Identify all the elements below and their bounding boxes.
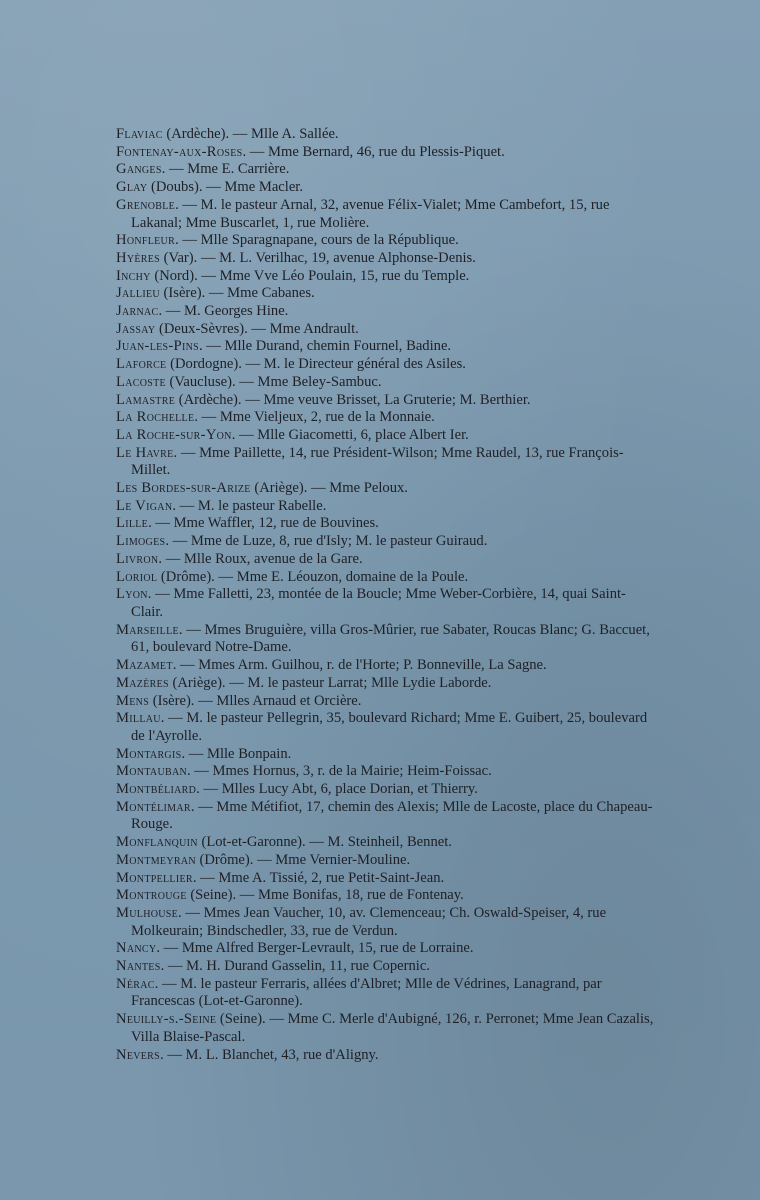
address-list — [116, 126, 656, 1064]
entry-details: . — M. Georges Hine. — [158, 303, 289, 320]
place-name: Ganges — [116, 161, 162, 178]
list-item — [116, 710, 656, 745]
entry-details: . — M. le pasteur Rabelle. — [172, 497, 327, 514]
place-name: Les Bordes-sur-Arize — [116, 480, 251, 497]
place-name: Lacoste — [116, 373, 166, 390]
list-item — [116, 551, 656, 569]
entry-details: (Seine). — Mme Bonifas, 18, rue de Fontenay. — [186, 887, 464, 904]
list-item — [116, 622, 656, 657]
entry-details: . — Mme Alfred Berger-Levrault, 15, rue de Lorraine. — [156, 940, 474, 957]
entry-details: (Ariège). — Mme Peloux. — [250, 480, 408, 497]
place-name: La Roche-sur-Yon — [116, 426, 232, 443]
entry-details: . — Mme E. Carrière. — [161, 161, 290, 178]
list-item — [116, 427, 656, 445]
entry-details: . — Mme A. Tissié, 2, rue Petit-Saint-Jean. — [192, 869, 445, 886]
list-item — [116, 161, 656, 179]
place-name: Montargis — [116, 745, 182, 762]
list-item — [116, 179, 656, 197]
list-item — [116, 586, 656, 621]
place-name: Jarnac — [116, 303, 159, 320]
place-name: Lamastre — [116, 391, 176, 408]
entry-details: (Lot-et-Garonne). — M. Steinheil, Bennet. — [197, 834, 452, 851]
list-item — [116, 250, 656, 268]
entry-details: (Var). — M. L. Verilhac, 19, avenue Alphonse-Denis. — [160, 249, 476, 266]
entry-details: (Ariège). — M. le pasteur Larrat; Mlle Lydie Laborde. — [168, 674, 492, 691]
place-name: Le Havre — [116, 444, 174, 461]
list-item — [116, 852, 656, 870]
list-item — [116, 126, 656, 144]
place-name: Livron — [116, 550, 159, 567]
list-item — [116, 569, 656, 587]
entry-details: . — Mme de Luze, 8, rue d'Isly; M. le pasteur Guiraud. — [165, 533, 488, 550]
entry-details: (Ardèche). — Mme veuve Brisset, La Gruterie; M. Berthier. — [175, 391, 531, 408]
entry-details: . — Mmes Hornus, 3, r. de la Mairie; Heim-Foissac. — [186, 763, 492, 780]
entry-details: . — Mlle Sparagnapane, cours de la République. — [175, 232, 459, 249]
place-name: Grenoble — [116, 196, 176, 213]
list-item — [116, 374, 656, 392]
list-item — [116, 763, 656, 781]
list-item — [116, 905, 656, 940]
list-item — [116, 976, 656, 1011]
entry-details: . — M. L. Blanchet, 43, rue d'Aligny. — [160, 1046, 379, 1063]
place-name: Hyères — [116, 249, 161, 266]
place-name: Montélimar — [116, 798, 191, 815]
place-name: Montrouge — [116, 887, 187, 904]
entry-details: . — Mmes Jean Vaucher, 10, av. Clemenceau; Ch. Oswald-Speiser, 4, rue Molkeurain; Bindschedler, 33, rue de Verdun. — [131, 904, 607, 939]
list-item — [116, 480, 656, 498]
place-name: Mens — [116, 692, 150, 709]
list-item — [116, 303, 656, 321]
place-name: Montauban — [116, 763, 187, 780]
list-item — [116, 746, 656, 764]
place-name: Honfleur — [116, 232, 176, 249]
place-name: Jassay — [116, 320, 156, 337]
entry-details: . — Mmes Bruguière, villa Gros-Mûrier, rue Sabater, Roucas Blanc; G. Baccuet, 61, boulevard Notre-Dame. — [131, 621, 650, 656]
entry-details: . — Mmes Arm. Guilhou, r. de l'Horte; P. Bonneville, La Sagne. — [172, 657, 547, 674]
place-name: Neuilly-s.-Seine — [116, 1011, 217, 1028]
entry-details: (Vaucluse). — Mme Beley-Sambuc. — [165, 373, 382, 390]
entry-details: . — Mme Vieljeux, 2, rue de la Monnaie. — [194, 409, 435, 426]
place-name: Loriol — [116, 568, 158, 585]
place-name: Lille — [116, 515, 149, 532]
list-item — [116, 657, 656, 675]
place-name: Laforce — [116, 356, 167, 373]
place-name: Glay — [116, 179, 148, 196]
entry-details: . — Mme Waffler, 12, rue de Bouvines. — [148, 515, 379, 532]
place-name: Nantes — [116, 958, 161, 975]
place-name: Flaviac — [116, 126, 163, 142]
place-name: La Rochelle — [116, 409, 195, 426]
place-name: Mulhouse — [116, 904, 179, 921]
entry-details: (Isère). — Mme Cabanes. — [159, 285, 315, 302]
list-item — [116, 1047, 656, 1065]
list-item — [116, 338, 656, 356]
entry-details: . — Mlles Lucy Abt, 6, place Dorian, et Thierry. — [196, 781, 478, 798]
place-name: Mazamet — [116, 657, 173, 674]
entry-details: (Drôme). — Mme E. Léouzon, domaine de la Poule. — [157, 568, 469, 585]
list-item — [116, 675, 656, 693]
list-item — [116, 533, 656, 551]
entry-details: . — M. H. Durand Gasselin, 11, rue Copernic. — [160, 958, 430, 975]
entry-details: . — Mlle Giacometti, 6, place Albert Ier. — [231, 426, 469, 443]
entry-details: (Doubs). — Mme Macler. — [147, 179, 304, 196]
entry-details: . — Mme Paillette, 14, rue Président-Wilson; Mme Raudel, 13, rue François-Millet. — [131, 444, 624, 479]
list-item — [116, 515, 656, 533]
entry-details: (Isère). — Mlles Arnaud et Orcière. — [149, 692, 362, 709]
place-name: Nérac — [116, 975, 155, 992]
place-name: Monflanquin — [116, 834, 198, 851]
place-name: Juan-les-Pins — [116, 338, 199, 355]
place-name: Marseille — [116, 621, 179, 638]
list-item — [116, 321, 656, 339]
entry-details: . — Mme Bernard, 46, rue du Plessis-Piquet. — [242, 143, 505, 160]
list-item — [116, 392, 656, 410]
list-item — [116, 887, 656, 905]
list-item — [116, 445, 656, 480]
place-name: Millau — [116, 710, 161, 727]
entry-details: . — Mme Métifiot, 17, chemin des Alexis; Mlle de Lacoste, place du Chapeau-Rouge. — [131, 798, 653, 833]
place-name: Mazères — [116, 674, 169, 691]
list-item — [116, 268, 656, 286]
list-item — [116, 409, 656, 427]
list-item — [116, 1011, 656, 1046]
list-item — [116, 781, 656, 799]
place-name: Montpellier — [116, 869, 193, 886]
entry-details: (Ardèche). — Mlle A. Sallée. — [162, 126, 339, 142]
list-item — [116, 285, 656, 303]
place-name: Montbéliard — [116, 781, 197, 798]
place-name: Montmeyran — [116, 851, 196, 868]
place-name: Jallieu — [116, 285, 160, 302]
list-item — [116, 693, 656, 711]
place-name: Fontenay-aux-Roses — [116, 143, 243, 160]
place-name: Inchy — [116, 267, 151, 284]
place-name: Nancy — [116, 940, 157, 957]
list-item — [116, 197, 656, 232]
entry-details: . — Mlle Bonpain. — [181, 745, 292, 762]
entry-details: . — Mlle Durand, chemin Fournel, Badine. — [198, 338, 452, 355]
list-item — [116, 498, 656, 516]
entry-details: (Dordogne). — M. le Directeur général des Asiles. — [166, 356, 466, 373]
place-name: Lyon — [116, 586, 148, 603]
place-name: Le Vigan — [116, 497, 173, 514]
place-name: Nevers — [116, 1046, 161, 1063]
entry-details: (Deux-Sèvres). — Mme Andrault. — [155, 320, 359, 337]
entry-details: . — Mme Falletti, 23, montée de la Boucle; Mme Weber-Corbière, 14, quai Saint-Clair. — [131, 586, 626, 620]
list-item — [116, 870, 656, 888]
entry-details: (Nord). — Mme Vve Léo Poulain, 15, rue du Temple. — [150, 267, 470, 284]
place-name: Limoges — [116, 533, 166, 550]
list-item — [116, 356, 656, 374]
entry-details: (Drôme). — Mme Vernier-Mouline. — [195, 851, 411, 868]
list-item — [116, 144, 656, 162]
entry-details: . — M. le pasteur Arnal, 32, avenue Félix-Vialet; Mme Cambefort, 15, rue Lakanal; Mme Buscarlet, 1, rue Molière. — [131, 196, 610, 231]
list-item — [116, 232, 656, 250]
entry-details: . — M. le pasteur Pellegrin, 35, boulevard Richard; Mme E. Guibert, 25, boulevard de l'Ayrolle. — [131, 710, 648, 744]
list-item — [116, 958, 656, 976]
list-item — [116, 940, 656, 958]
entry-details: (Seine). — Mme C. Merle d'Aubigné, 126, r. Perronet; Mme Jean Cazalis, Villa Blaise-Pascal. — [131, 1011, 654, 1045]
entry-details: . — M. le pasteur Ferraris, allées d'Albret; Mlle de Védrines, Lanagrand, par Francescas (Lot-et-Garonne). — [131, 975, 602, 1010]
list-item — [116, 834, 656, 852]
entry-details: . — Mlle Roux, avenue de la Gare. — [158, 550, 363, 567]
list-item — [116, 799, 656, 834]
